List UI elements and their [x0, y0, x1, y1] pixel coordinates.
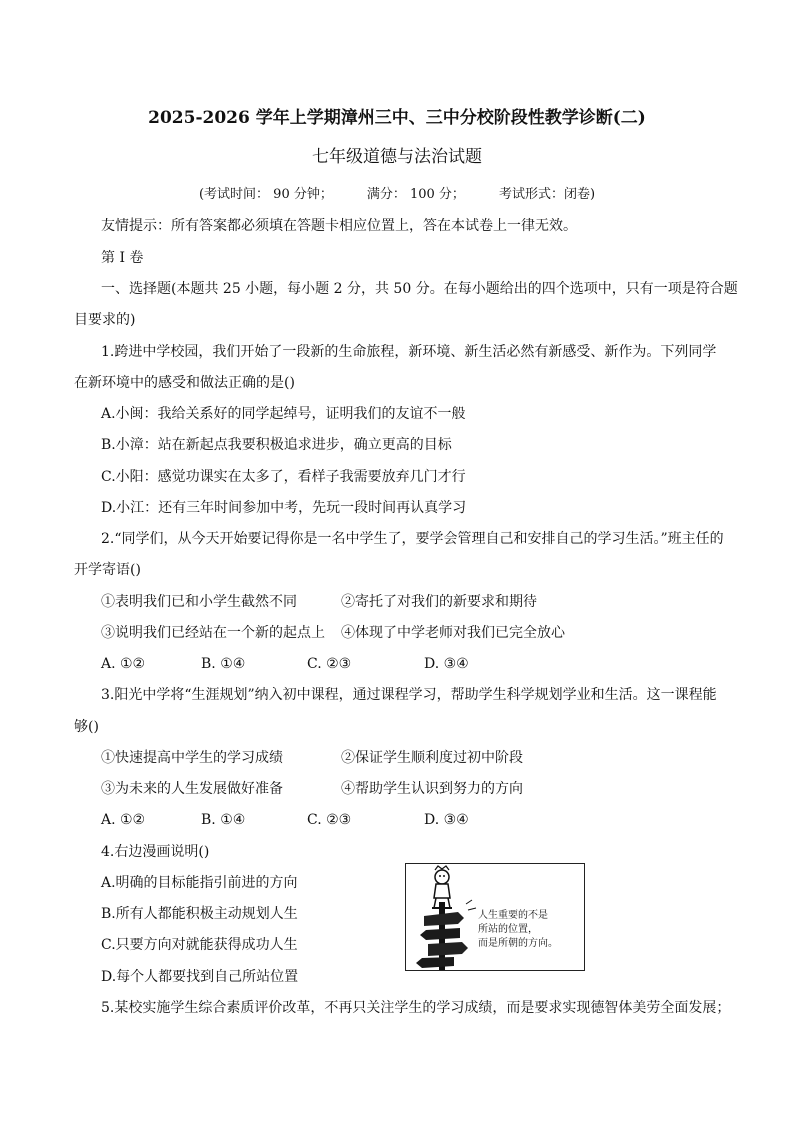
exam-time: (考试时间： 90 分钟；: [198, 187, 333, 202]
q5-stem: 5.某校实施学生综合素质评价改革，不再只关注学生的学习成绩，而是要求实现德智体美劳全面发展；: [101, 1000, 731, 1016]
cartoon-caption-line-3: 而是所朝的方向。: [478, 938, 558, 949]
q4-stem: 4.右边漫画说明(): [101, 844, 210, 860]
q4-option-b: B.所有人都能积极主动规划人生: [101, 906, 298, 922]
q1-option-c: C.小阳：感觉功课实在太多了，看样子我需要放弃几门才行: [101, 469, 466, 485]
q4-option-a: A.明确的目标能指引前进的方向: [101, 875, 298, 891]
q1-stem: 1.跨进中学校园，我们开始了一段新的生命旅程，新环境、新生活必然有新感受、新作为。下列同学: [101, 344, 717, 360]
q4-option-c: C.只要方向对就能获得成功人生: [101, 937, 298, 953]
q2-item-2: ②寄托了对我们的新要求和期待: [341, 594, 537, 610]
notice: 友情提示：所有答案都必须填在答题卡相应位置上，答在本试卷上一律无效。: [101, 218, 577, 234]
exam-form: 考试形式：闭卷): [498, 187, 596, 202]
cartoon-caption-line-2: 所站的位置，: [478, 924, 538, 935]
q2-choice-b: B. ①④: [201, 656, 246, 672]
part-label: 第 I 卷: [101, 250, 144, 266]
q1-option-b: B.小漳：站在新起点我要积极追求进步，确立更高的目标: [101, 437, 452, 453]
cartoon-caption-line-1: 人生重要的不是: [478, 910, 548, 921]
q4-cartoon: [405, 863, 585, 971]
exam-meta: [0, 186, 794, 204]
q3-item-2: ②保证学生顺利度过初中阶段: [341, 750, 523, 766]
q1-stem-cont: 在新环境中的感受和做法正确的是(): [74, 375, 295, 391]
section-heading: 一、选择题(本题共 25 小题，每小题 2 分，共 50 分。在每小题给出的四个选项中，只有一项是符合题: [101, 281, 738, 297]
q2-choice-d: D. ③④: [424, 656, 469, 672]
q3-choice-a: A. ①②: [101, 812, 146, 828]
q3-stem-cont: 够(): [74, 719, 99, 735]
section-heading-cont: 目要求的): [74, 312, 136, 328]
q3-item-1: ①快速提高中学生的学习成绩: [101, 750, 283, 766]
exam-subtitle: 七年级道德与法治试题: [312, 147, 482, 167]
q4-option-d: D.每个人都要找到自己所站位置: [101, 969, 299, 985]
q2-choice-c: C. ②③: [307, 656, 352, 672]
q2-stem-cont: 开学寄语(): [74, 562, 141, 578]
full-score: 满分： 100 分；: [366, 187, 465, 202]
q2-stem: 2.“同学们，从今天开始要记得你是一名中学生了，要学会管理自己和安排自己的学习生活。”班主任的: [101, 531, 724, 547]
q2-item-1: ①表明我们已和小学生截然不同: [101, 594, 297, 610]
q3-item-3: ③为未来的人生发展做好准备: [101, 781, 283, 797]
q3-choice-d: D. ③④: [424, 812, 469, 828]
q3-choice-b: B. ①④: [201, 812, 246, 828]
q1-option-d: D.小江：还有三年时间参加中考，先玩一段时间再认真学习: [101, 500, 467, 516]
q2-item-3: ③说明我们已经站在一个新的起点上: [101, 625, 325, 641]
q3-choice-c: C. ②③: [307, 812, 352, 828]
exam-title: 2025-2026 学年上学期漳州三中、三中分校阶段性教学诊断(二): [148, 108, 646, 128]
q1-option-a: A.小闽：我给关系好的同学起绰号，证明我们的友谊不一般: [101, 406, 466, 422]
q2-choice-a: A. ①②: [101, 656, 146, 672]
q3-stem: 3.阳光中学将“生涯规划”纳入初中课程，通过课程学习，帮助学生科学规划学业和生活。这一课程能: [101, 687, 717, 703]
q3-item-4: ④帮助学生认识到努力的方向: [341, 781, 523, 797]
q2-item-4: ④体现了中学老师对我们已完全放心: [341, 625, 565, 641]
